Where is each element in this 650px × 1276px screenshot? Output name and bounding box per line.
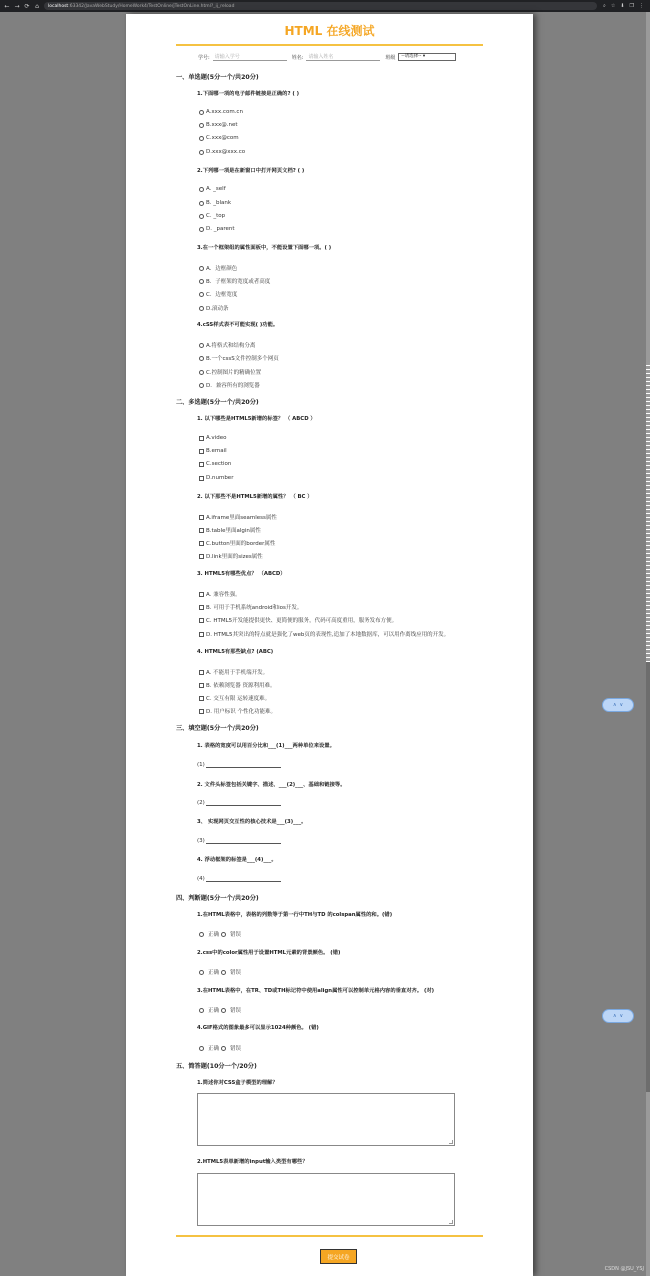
checkbox[interactable] bbox=[199, 462, 204, 467]
browser-tools bbox=[597, 3, 650, 9]
submit-button[interactable] bbox=[320, 1249, 357, 1264]
radio-button[interactable] bbox=[199, 383, 204, 388]
option-label: B. 可用于手机系统android和ios开发。 bbox=[206, 605, 303, 611]
option-label: D．兼容所有的浏览器 bbox=[206, 383, 260, 389]
true-false-options bbox=[199, 1044, 241, 1052]
blank-input[interactable] bbox=[206, 838, 281, 844]
option-label: C.section bbox=[206, 461, 232, 467]
option-label: B. _blank bbox=[206, 200, 232, 206]
question-text: 1.在HTML表格中，表格的列数等于第一行中TH与TD 的colspan属性的和。(错) bbox=[197, 912, 393, 918]
zoom-icon[interactable]: ⌕ bbox=[603, 3, 606, 9]
radio-option[interactable] bbox=[199, 277, 270, 285]
address-bar[interactable] bbox=[44, 2, 597, 10]
blank-label: (4) bbox=[197, 876, 205, 882]
option-label: A. 兼容性强。 bbox=[206, 592, 241, 598]
checkbox[interactable] bbox=[199, 436, 204, 441]
checkbox-option[interactable] bbox=[199, 513, 277, 521]
class-select-value: --请选择-- bbox=[401, 54, 422, 59]
true-label: 正确 bbox=[208, 932, 220, 938]
blank-input[interactable] bbox=[206, 876, 281, 882]
option-label: B.table里面algin属性 bbox=[206, 528, 261, 534]
question-text: 4. HTML5有那些缺点? (ABC) bbox=[197, 649, 274, 655]
student-id-input[interactable]: 请输入学号 bbox=[213, 53, 287, 61]
radio-option[interactable] bbox=[199, 135, 239, 141]
option-label: D.link里面的sizes属性 bbox=[206, 554, 263, 560]
option-label: A.xxx.com.cn bbox=[206, 109, 243, 115]
true-label: 正确 bbox=[208, 1046, 220, 1052]
true-label: 正确 bbox=[208, 970, 220, 976]
download-icon[interactable]: ⬇ bbox=[620, 3, 625, 9]
checkbox[interactable] bbox=[199, 618, 204, 623]
student-name-input[interactable]: 请输入姓名 bbox=[306, 53, 380, 61]
option-label: D. HTML5其突出的特点就是强化了web页的表现性,追加了本地数据库，可以用作离线应用的开发。 bbox=[206, 632, 450, 638]
checkbox-option[interactable] bbox=[199, 526, 261, 534]
student-name-label: 姓名: bbox=[291, 54, 304, 61]
student-info bbox=[198, 53, 456, 61]
page-title: HTML 在线测试 bbox=[284, 24, 375, 38]
option-label: B．子框架的宽度或者高度 bbox=[206, 279, 271, 285]
radio-button[interactable] bbox=[221, 932, 226, 937]
checkbox[interactable] bbox=[199, 476, 204, 481]
option-label: B.email bbox=[206, 448, 227, 454]
checkbox-option[interactable] bbox=[199, 668, 268, 676]
url-host: localhost bbox=[48, 3, 69, 9]
question-text: 1. 表格的宽度可以用百分比和___(1)___两种单位来设置。 bbox=[197, 743, 335, 749]
checkbox-option[interactable] bbox=[199, 681, 276, 689]
scroll-down-icon[interactable]: ∨ bbox=[619, 702, 624, 708]
option-label: C.xxx@com bbox=[206, 135, 239, 141]
false-label: 错误 bbox=[230, 1046, 242, 1052]
question-text: 4.GIF格式的图象最多可以显示1024种颜色。 (错) bbox=[197, 1025, 319, 1031]
radio-button[interactable] bbox=[199, 150, 204, 155]
radio-option[interactable] bbox=[199, 290, 237, 298]
checkbox[interactable] bbox=[199, 632, 204, 637]
section-title: 四、判断题(5分一个/共20分) bbox=[176, 895, 259, 902]
section-title: 一、单选题(5分一个/共20分) bbox=[176, 74, 259, 81]
scroll-widget[interactable] bbox=[602, 1009, 634, 1023]
section-title: 五、简答题(10分一个/20分) bbox=[176, 1063, 257, 1070]
checkbox-option[interactable] bbox=[199, 590, 241, 598]
radio-button[interactable] bbox=[199, 1008, 204, 1013]
radio-button[interactable] bbox=[199, 110, 204, 115]
back-icon[interactable]: ← bbox=[4, 2, 10, 10]
question-text: 4.cSS样式表不可能实现( )功能。 bbox=[197, 322, 279, 328]
checkbox-option[interactable] bbox=[199, 630, 449, 638]
radio-button[interactable] bbox=[199, 356, 204, 361]
radio-button[interactable] bbox=[199, 227, 204, 232]
answer-textarea[interactable] bbox=[197, 1173, 455, 1226]
radio-button[interactable] bbox=[199, 214, 204, 219]
option-label: C. HTML5开发能提供更快、更简便的服务，代码可高度重用，服务发布方便。 bbox=[206, 618, 398, 624]
radio-option[interactable] bbox=[199, 186, 226, 192]
checkbox-option[interactable] bbox=[199, 552, 263, 560]
checkbox[interactable] bbox=[199, 683, 204, 688]
blank-input[interactable] bbox=[206, 762, 281, 768]
option-label: A. 不能用于手机端开发。 bbox=[206, 670, 269, 676]
checkbox[interactable] bbox=[199, 515, 204, 520]
true-label: 正确 bbox=[208, 1008, 220, 1014]
scroll-up-icon[interactable]: ∧ bbox=[612, 702, 617, 708]
bottom-divider bbox=[176, 1235, 483, 1237]
section-title: 三、填空题(5分一个/共20分) bbox=[176, 725, 259, 732]
false-label: 错误 bbox=[230, 970, 242, 976]
fill-blank bbox=[197, 876, 281, 882]
checkbox-option[interactable] bbox=[199, 603, 302, 611]
exam-paper bbox=[126, 14, 533, 1276]
checkbox-option[interactable] bbox=[199, 707, 276, 715]
radio-button[interactable] bbox=[199, 136, 204, 141]
option-label: B. 依赖浏览器 资源利用难。 bbox=[206, 683, 276, 689]
radio-option[interactable] bbox=[199, 149, 245, 155]
radio-button[interactable] bbox=[221, 1008, 226, 1013]
fill-blank bbox=[197, 762, 281, 768]
checkbox[interactable] bbox=[199, 554, 204, 559]
radio-button[interactable] bbox=[199, 343, 204, 348]
radio-button[interactable] bbox=[199, 123, 204, 128]
blank-input[interactable] bbox=[206, 800, 281, 806]
option-label: D.number bbox=[206, 475, 234, 481]
option-label: C. 交互有限 运转速度难。 bbox=[206, 696, 271, 702]
checkbox-option[interactable] bbox=[199, 448, 227, 454]
forward-icon[interactable]: → bbox=[14, 2, 20, 10]
radio-option[interactable] bbox=[199, 304, 228, 312]
question-text: 1. 以下哪些是HTML5新增的标签？ （ ABCD ） bbox=[197, 416, 316, 422]
question-text: 2.下列哪一项是在新窗口中打开网页文档? ( ) bbox=[197, 168, 305, 174]
checkbox-option[interactable] bbox=[199, 475, 233, 481]
title-divider bbox=[176, 44, 483, 46]
checkbox-option[interactable] bbox=[199, 694, 270, 702]
question-text: 3.在一个框架组的属性面板中，不能设置下面哪一项。( ) bbox=[197, 245, 332, 251]
question-text: 2. 以下那些不是HTML5新增的属性？ （ BC ） bbox=[197, 494, 313, 500]
class-select[interactable]: --请选择-- ▾ bbox=[398, 53, 456, 61]
checkbox-option[interactable] bbox=[199, 616, 397, 624]
fill-blank bbox=[197, 838, 281, 844]
option-label: C.控制图片的精确位置 bbox=[206, 370, 262, 376]
option-label: A.iframe里面seamless属性 bbox=[206, 515, 277, 521]
radio-option[interactable] bbox=[199, 381, 260, 389]
question-text: 3.在HTML表格中，在TR、TD或TH标记符中使用align属性可以控制单元格内容的垂直对齐。 (对) bbox=[197, 988, 435, 994]
radio-button[interactable] bbox=[199, 970, 204, 975]
checkbox[interactable] bbox=[199, 696, 204, 701]
checkbox[interactable] bbox=[199, 592, 204, 597]
sidebar-icon[interactable]: ❐ bbox=[629, 3, 634, 9]
radio-button[interactable] bbox=[199, 292, 204, 297]
radio-button[interactable] bbox=[199, 266, 204, 271]
option-label: B.xxx@.net bbox=[206, 122, 238, 128]
false-label: 错误 bbox=[230, 1008, 242, 1014]
page-scrollbar[interactable] bbox=[646, 12, 650, 1276]
option-label: A.video bbox=[206, 435, 227, 441]
scrollbar-thumb[interactable] bbox=[646, 662, 650, 1092]
false-label: 错误 bbox=[230, 932, 242, 938]
checkbox-option[interactable] bbox=[199, 461, 231, 467]
radio-button[interactable] bbox=[199, 932, 204, 937]
checkbox[interactable] bbox=[199, 541, 204, 546]
radio-option[interactable] bbox=[199, 213, 225, 219]
question-text: 2.HTML5表单新增的input输入类型有哪些？ bbox=[197, 1159, 308, 1165]
blank-label: (3) bbox=[197, 838, 205, 844]
option-label: D.xxx@xxx.co bbox=[206, 149, 246, 155]
radio-option[interactable] bbox=[199, 122, 238, 128]
student-id-label: 学号: bbox=[198, 54, 210, 61]
radio-option[interactable] bbox=[199, 354, 279, 362]
checkbox[interactable] bbox=[199, 449, 204, 454]
question-text: 1.简述你对CSS盒子模型的理解？ bbox=[197, 1080, 278, 1086]
scroll-widget[interactable] bbox=[602, 698, 634, 712]
question-text: 2. 文件头标签包括关键字、描述、___(2)___、基础和链接等。 bbox=[197, 782, 346, 788]
option-label: C.button里面的border属性 bbox=[206, 541, 276, 547]
blank-label: (2) bbox=[197, 800, 205, 806]
option-label: D.滚动条 bbox=[206, 306, 229, 312]
submit-label: 提交试卷 bbox=[327, 1254, 350, 1261]
radio-option[interactable] bbox=[199, 341, 255, 349]
radio-button[interactable] bbox=[221, 970, 226, 975]
question-text: 3、 实现网页交互性的核心技术是___(3)___。 bbox=[197, 819, 307, 825]
radio-option[interactable] bbox=[199, 226, 235, 232]
reload-icon[interactable]: ⟳ bbox=[24, 2, 30, 10]
radio-button[interactable] bbox=[199, 187, 204, 192]
true-false-options bbox=[199, 1006, 241, 1014]
question-text: 2.css中的color属性用于设置HTML元素的背景颜色。 (错) bbox=[197, 950, 341, 956]
checkbox[interactable] bbox=[199, 670, 204, 675]
option-label: A. _self bbox=[206, 186, 226, 192]
radio-option[interactable] bbox=[199, 109, 243, 115]
question-text: 4. 浮动框架的标签是___(4)___。 bbox=[197, 857, 277, 863]
question-text: 3. HTML5有哪些优点？ （ABCD） bbox=[197, 571, 286, 577]
radio-button[interactable] bbox=[199, 201, 204, 206]
checkbox[interactable] bbox=[199, 528, 204, 533]
blank-label: (1) bbox=[197, 762, 205, 768]
option-label: A．边框颜色 bbox=[206, 266, 238, 272]
radio-button[interactable] bbox=[199, 306, 204, 311]
option-label: A.将格式和结构分离 bbox=[206, 343, 256, 349]
radio-button[interactable] bbox=[199, 370, 204, 375]
checkbox[interactable] bbox=[199, 709, 204, 714]
checkbox-option[interactable] bbox=[199, 435, 226, 441]
menu-icon[interactable]: ⋮ bbox=[639, 3, 644, 9]
checkbox-option[interactable] bbox=[199, 539, 275, 547]
checkbox[interactable] bbox=[199, 605, 204, 610]
option-label: D. 用户标识 个性化功能难。 bbox=[206, 709, 276, 715]
scroll-up-icon[interactable]: ∧ bbox=[612, 1013, 617, 1019]
radio-option[interactable] bbox=[199, 368, 261, 376]
class-label: 班级 bbox=[385, 54, 396, 61]
browser-toolbar bbox=[0, 0, 650, 12]
bookmark-star-icon[interactable]: ☆ bbox=[610, 3, 616, 9]
option-label: D. _parent bbox=[206, 226, 235, 232]
radio-option[interactable] bbox=[199, 200, 231, 206]
scroll-down-icon[interactable]: ∨ bbox=[619, 1013, 624, 1019]
radio-option[interactable] bbox=[199, 264, 237, 272]
answer-textarea[interactable] bbox=[197, 1093, 455, 1146]
option-label: B.一个cssS文件控制多个网页 bbox=[206, 356, 279, 362]
watermark: CSDN @JSU_YSJ bbox=[604, 1266, 644, 1272]
home-icon[interactable]: ⌂ bbox=[35, 2, 39, 10]
true-false-options bbox=[199, 930, 241, 938]
url-path: :63342/JavaWebStudy/HomeWork4/TestOnline/jTestOnLine.html?_ij_reload bbox=[68, 3, 235, 9]
fill-blank bbox=[197, 800, 281, 806]
question-text: 1.下面哪一项的电子邮件链接是正确的? ( ) bbox=[197, 91, 300, 97]
nav-buttons bbox=[0, 3, 44, 10]
true-false-options bbox=[199, 968, 241, 976]
radio-button[interactable] bbox=[199, 1046, 204, 1051]
option-label: C. _top bbox=[206, 213, 226, 219]
radio-button[interactable] bbox=[199, 279, 204, 284]
radio-button[interactable] bbox=[221, 1046, 226, 1051]
option-label: C．边框宽度 bbox=[206, 292, 238, 298]
section-title: 二、多选题(5分一个/共20分) bbox=[176, 399, 259, 406]
